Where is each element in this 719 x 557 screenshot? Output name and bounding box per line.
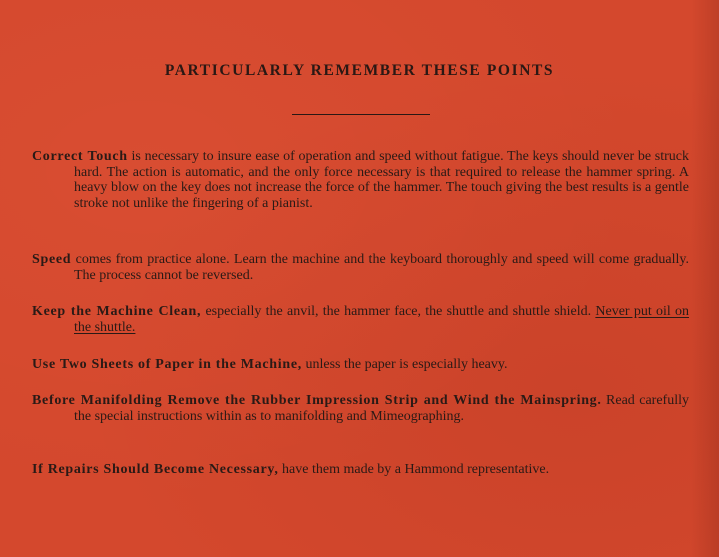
point-two-sheets bbox=[32, 357, 689, 373]
point-lead: Correct Touch bbox=[32, 149, 128, 164]
point-text: have them made by a Hammond representative. bbox=[278, 462, 550, 477]
point-lead: Use Two Sheets of Paper in the Machine, bbox=[32, 357, 302, 372]
point-text: is necessary to insure ease of operation and speed without fatigue. The keys should never be struck hard. The action is automatic, and the only force necessary is that required to release the hammer spring. A heavy blow on the key does not increase the force of the hammer. The touch giving the best results is a gentle stroke not unlike the fingering of a pianist. bbox=[74, 149, 689, 211]
point-manifolding bbox=[32, 393, 689, 424]
card-edge-shadow bbox=[691, 0, 719, 557]
point-text: unless the paper is especially heavy. bbox=[301, 357, 508, 372]
point-text: Read carefully the special instructions within as to manifolding and Mimeographing. bbox=[74, 393, 689, 424]
point-text: especially the anvil, the hammer face, the shuttle and shuttle shield. bbox=[201, 304, 596, 319]
point-lead: Before Manifolding Remove the Rubber Impression Strip and Wind the Mainspring. bbox=[32, 393, 602, 408]
point-keep-clean bbox=[32, 304, 689, 335]
point-lead: If Repairs Should Become Necessary, bbox=[32, 462, 279, 477]
point-speed bbox=[32, 252, 689, 283]
point-lead: Speed bbox=[32, 252, 72, 267]
point-correct-touch bbox=[32, 149, 689, 211]
page-heading: PARTICULARLY REMEMBER THESE POINTS bbox=[164, 62, 555, 79]
point-lead: Keep the Machine Clean, bbox=[32, 304, 202, 319]
point-repairs bbox=[32, 462, 689, 478]
point-warning-underlined: Never put oil on the shuttle. bbox=[74, 304, 689, 335]
point-text: comes from practice alone. Learn the machine and the keyboard thoroughly and speed will come gradually. The process cannot be reversed. bbox=[71, 252, 689, 283]
heading-divider bbox=[292, 114, 430, 115]
